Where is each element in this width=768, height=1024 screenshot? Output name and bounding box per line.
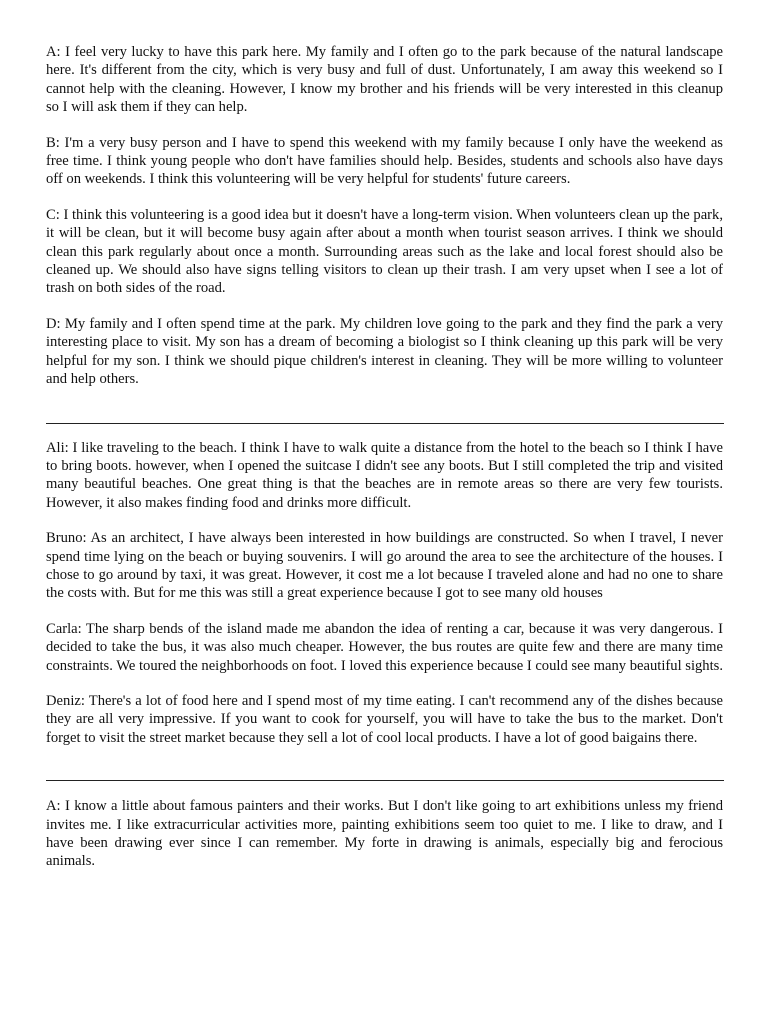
paragraph-bruno: Bruno: As an architect, I have always been interested in how buildings are constructed. So when I travel, I never spend time lying on the beach or buying souvenirs. I will go around the area to see the architecture of the houses. I chose to go around by taxi, it was great. However, it cost me a lot because I traveled alone and had no one to share the costs with. But for me this was still a great experience because I got to see many old houses bbox=[46, 530, 723, 602]
paragraph-speaker-d: D: My family and I often spend time at the park. My children love going to the park and they find the park a very interesting place to visit. My son has a dream of becoming a biologist so I think cleaning up this park will be very helpful for my son. I think we should pique children's interest in cleaning. They will be more willing to volunteer and help others. bbox=[46, 315, 723, 388]
paragraph-speaker-a: A: I feel very lucky to have this park here. My family and I often go to the park because of the natural landscape here. It's different from the city, which is very busy and full of dust. Unfortunately, I am away this weekend so I cannot help with the cleaning. However, I know my brother and his friends will be very interested in this cleanup so I will ask them if they can help. bbox=[46, 44, 723, 116]
paragraph-carla: Carla: The sharp bends of the island made me abandon the idea of renting a car, because it was very dangerous. I decided to take the bus, it was also much cheaper. However, the bus routes are quite few and there are many time constraints. We toured the neighborhoods on foot. I loved this experience because I could see many beautiful sights. bbox=[46, 620, 723, 674]
section-art bbox=[46, 797, 723, 871]
paragraph-speaker-b: B: I'm a very busy person and I have to spend this weekend with my family because I only have the weekend as free time. I think young people who don't have families should help. Besides, students and schools also have days off on weekends. I think this volunteering will be very helpful for students' future careers. bbox=[46, 134, 723, 188]
paragraph-ali: Ali: I like traveling to the beach. I think I have to walk quite a distance from the hotel to the beach so I think I have to bring boots. however, when I opened the suitcase I didn't see any boots. But I still completed the trip and visited many beautiful beaches. One great thing is that the beaches are in remote areas so there are very few tourists. However, it also makes finding food and drinks more difficult. bbox=[46, 439, 723, 511]
document-page bbox=[46, 43, 723, 871]
paragraph-speaker-c: C: I think this volunteering is a good idea but it doesn't have a long-term vision. When volunteers clean up the park, it will be clean, but it will become busy again after about a month when tourist season arrives. I think we should clean this park regularly about once a month. Surrounding areas such as the lake and local forest should also be cleaned up. We should also have signs telling visitors to clean up their trash. I am very upset when I see a lot of trash on both sides of the road. bbox=[46, 206, 723, 297]
paragraph-deniz: Deniz: There's a lot of food here and I spend most of my time eating. I can't recommend any of the dishes because they are all very impressive. If you want to cook for yourself, you will have to take the bus to the market. Don't forget to visit the street market because they sell a lot of cool local products. I have a lot of good baigains there. bbox=[46, 692, 723, 746]
section-divider bbox=[46, 423, 724, 424]
section-park-cleanup bbox=[46, 43, 723, 389]
paragraph-speaker-a-art: A: I know a little about famous painters and their works. But I don't like going to art exhibitions unless my friend invites me. I like extracurricular activities more, painting exhibitions seem too quiet to me. I like to draw, and I have been drawing ever since I can remember. My forte in drawing is animals, especially big and ferocious animals. bbox=[46, 798, 723, 870]
section-divider bbox=[46, 780, 724, 781]
section-travel bbox=[46, 439, 723, 748]
